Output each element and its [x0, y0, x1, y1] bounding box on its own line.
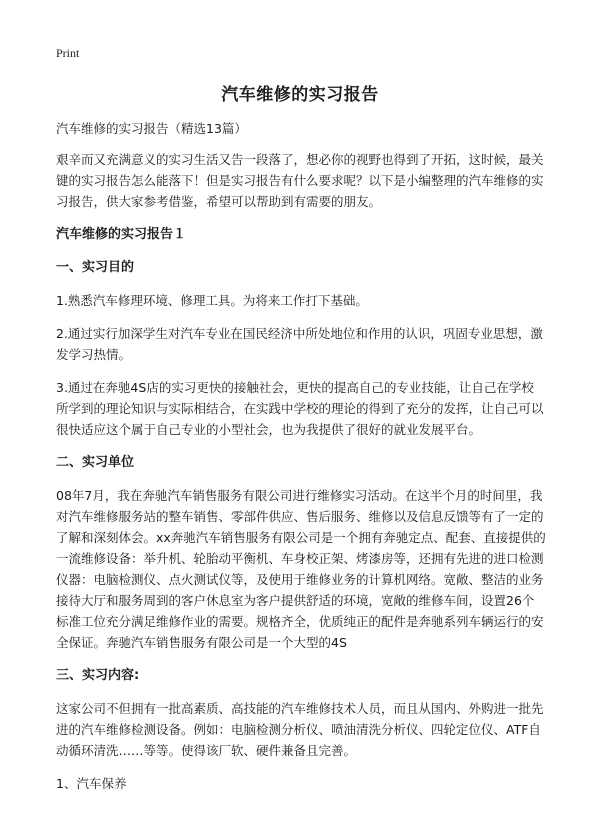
paragraph: 2.通过实行加深学生对汽车专业在国民经济中所处地位和作用的认识，巩固专业思想，激发学习热情。: [56, 326, 543, 362]
section-heading-content: 三、实习内容:: [56, 668, 140, 683]
section-heading-unit: 二、实习单位: [56, 455, 135, 470]
paragraph: 1、汽车保养: [56, 776, 127, 791]
document-subtitle: 汽车维修的实习报告（精选13篇）: [56, 121, 247, 136]
paragraph: 1.熟悉汽车修理环境、修理工具。为将来工作打下基础。: [56, 293, 368, 308]
paragraph: 3.通过在奔驰4S店的实习更快的接触社会，更快的提高自己的专业技能，让自己在学校所学到的理论知识与实际相结合，在实践中学校的理论的得到了充分的发挥，让自己可以很快适应这个属于自己专业的小型社会，也为我提供了很好的就业发展平台。: [56, 380, 544, 437]
print-link[interactable]: Print: [56, 46, 80, 60]
paragraph: 这家公司不但拥有一批高素质、高技能的汽车维修技术人员，而且从国内、外购进一批先进的汽车维修检测设备。例如：电脑检测分析仪、喷油清洗分析仪、四轮定位仪、ATF自动循环清洗……等等。使得该厂软、硬件兼备且完善。: [56, 701, 544, 758]
page-title: 汽车维修的实习报告: [221, 85, 379, 105]
intro-paragraph: 艰辛而又充满意义的实习生活又告一段落了，想必你的视野也得到了开拓，这时候，最关键的实习报告怎么能落下！但是实习报告有什么要求呢？以下是小编整理的汽车维修的实习报告，供大家参考借鉴，希望可以帮助到有需要的朋友。: [56, 152, 544, 209]
paragraph: 08年7月，我在奔驰汽车销售服务有限公司进行维修实习活动。在这半个月的时间里，我对汽车维修服务站的整车销售、零部件供应、售后服务、维修以及信息反馈等有了一定的了解和深刻体会。xx奔驰汽车销售服务有限公司是一个拥有奔驰定点、配套、直接提供的一流维修设备：举升机、轮胎动平衡机、车身校正架、烤漆房等，还拥有先进的进口检测仪器：电脑检测仪、点火测试仪等，及使用于维修业务的计算机网络。宽敞、整洁的业务接待大厅和服务周到的客户休息室为客户提供舒适的环境，宽敞的维修车间，设置26个标准工位充分满足维修作业的需要。规格齐全，优质纯正的配件是奔驰系列车辆运行的安全保证。奔驰汽车销售服务有限公司是一个大型的4S: [56, 488, 546, 650]
document-body: [56, 118, 546, 806]
section-heading-purpose: 一、实习目的: [56, 260, 135, 275]
report-heading: 汽车维修的实习报告１: [56, 227, 187, 242]
